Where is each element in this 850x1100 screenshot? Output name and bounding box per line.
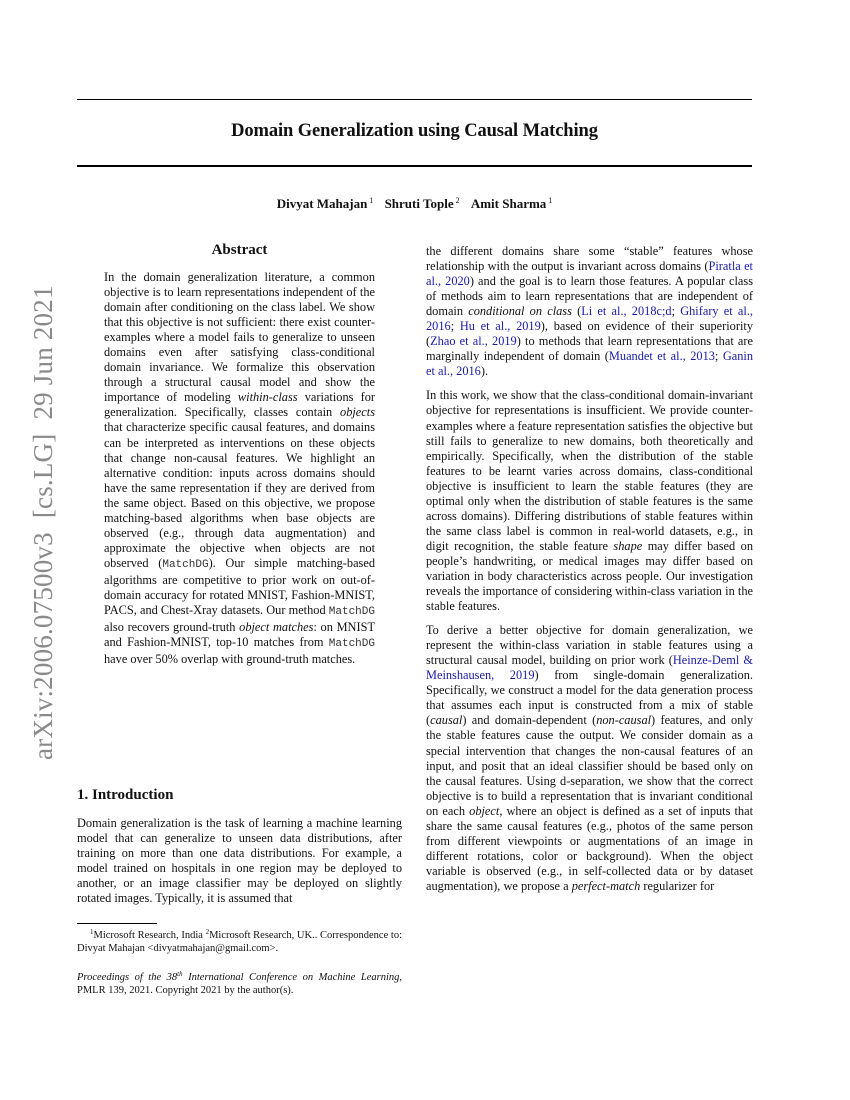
affiliation-mark: 2 xyxy=(455,196,460,205)
footnote-text: Microsoft Research, India xyxy=(93,930,206,941)
abstract-text: that characterize specific causal features, and domains can be interpreted as interventions on these objects that change non-causal features. We highlight an alternative condition: inputs across domains should have the same representation if they are derived from the same object. Based on this objective, we propose matching-based algorithms when base objects are observed (e.g., through data augmentation) and approximate the objective when objects are not observed ( xyxy=(104,420,375,570)
citation-link[interactable]: Hu et al., 2019 xyxy=(459,319,541,334)
author xyxy=(385,196,460,211)
text: ; xyxy=(714,349,723,364)
arxiv-id: arXiv:2006.07500v3 xyxy=(28,532,58,760)
proceedings-text: International Conference on Machine Learning xyxy=(182,972,400,983)
section-heading-introduction: 1. Introduction xyxy=(77,787,174,803)
text: ) and the goal is to learn those features. A popular class of methods aim to learn representations that are independent of domain xyxy=(426,274,754,319)
citation-link[interactable]: Muandet et al., 2013 xyxy=(608,349,715,364)
arxiv-category: [cs.LG] xyxy=(28,433,58,519)
affiliation-footnote xyxy=(77,926,402,955)
text: may differ based on people’s handwriting, or medical images may differ based on variation in body characteristics across people. Our investigation reveals the importance of considering within-class variation in the stable features. xyxy=(426,538,754,614)
citation-link[interactable]: Piratla et al., 2020 xyxy=(426,259,753,289)
author xyxy=(471,196,552,211)
citation-link[interactable]: Ganin et al., 2016 xyxy=(426,349,754,379)
proceedings-text: , PMLR 139, 2021. Copyright 2021 by the author(s). xyxy=(77,972,402,996)
abstract-emphasis: objects xyxy=(340,405,375,420)
footnote-mark: 1 xyxy=(90,928,94,936)
footnote-rule xyxy=(77,923,157,924)
text: ) and domain-dependent ( xyxy=(462,713,597,728)
emphasis: shape xyxy=(613,538,643,553)
citation-link[interactable]: Heinze-Deml & Meinshausen, 2019 xyxy=(426,653,753,683)
author-name: Shruti Tople xyxy=(384,196,454,211)
text: ) from single-domain generalization. Specifically, we construct a model for the data generation process that assumes each input is constructed from a mix of stable ( xyxy=(426,668,753,728)
paragraph: Domain generalization is the task of learning a machine learning model that can generalize to unseen data distributions, after training on more than one data distributions. For example, a model trained on hospitals in one region may be deployed to another, or an image classifier may be deployed on slightly rotated images. Typically, it is assumed that xyxy=(77,816,402,906)
emphasis: non-causal xyxy=(596,713,652,728)
author xyxy=(277,196,374,211)
citation-link[interactable]: Zhao et al., 2019 xyxy=(430,334,517,349)
method-name: MatchDG xyxy=(328,606,375,619)
right-column xyxy=(426,244,753,894)
method-name: MatchDG xyxy=(328,638,375,651)
abstract-heading: Abstract xyxy=(211,242,268,258)
emphasis: causal xyxy=(430,713,463,728)
text: In this work, we show that the class-conditional domain-invariant objective for representations is insufficient. We provide counter-examples where a feature representation satisfies the objective but still fails to generalize to new domains, both theoretically and empirically. Specifically, when the distribution of the stable features to be learnt varies across domains, class-conditional objective is insufficient to learn the stable features (they are optimal only when the distribution of stable features is the same across domains). Differing distributions of stable features within the same class label is common in real-world datasets, e.g., in digit recognition, the stable feature xyxy=(426,388,753,553)
text: the different domains share some “stable” features whose relationship with the output is invariant across domains ( xyxy=(426,244,753,274)
footnote-text: Microsoft Research, UK.. Correspondence to: Divyat Mahajan <divyatmahajan@gmail.com>. xyxy=(77,930,402,954)
abstract-body xyxy=(104,270,375,667)
paragraph xyxy=(426,388,753,614)
emphasis: object xyxy=(469,803,500,818)
abstract-emphasis: object matches xyxy=(239,620,314,635)
arxiv-stamp xyxy=(28,280,58,760)
emphasis: perfect-match xyxy=(571,878,641,893)
abstract-text: have over 50% overlap with ground-truth matches. xyxy=(104,652,356,667)
introduction-body xyxy=(77,816,402,906)
footnote-mark: 2 xyxy=(205,928,210,936)
paper-title: Domain Generalization using Causal Matching xyxy=(231,121,598,141)
text: regularizer for xyxy=(640,878,715,893)
text: ; xyxy=(450,319,460,334)
method-name: MatchDG xyxy=(162,558,209,571)
proceedings-notice xyxy=(77,968,402,997)
text: ( xyxy=(571,304,582,319)
text: To derive a better objective for domain generalization, we represent the within-class variation in stable features using a structural causal model, building on prior work ( xyxy=(426,623,753,668)
author-name: Divyat Mahajan xyxy=(276,196,368,211)
abstract-text: variations for generalization. Specifically, classes contain xyxy=(104,390,375,420)
abstract-emphasis: within-class xyxy=(237,390,298,405)
paragraph xyxy=(426,244,753,379)
title-top-rule xyxy=(77,99,752,100)
author-name: Amit Sharma xyxy=(470,196,547,211)
citation-link[interactable]: Ghifary et al., 2016 xyxy=(426,304,754,334)
arxiv-date: 29 Jun 2021 xyxy=(28,285,58,420)
abstract-text: ). Our simple matching-based algorithms are competitive to prior work on out-of-domain accuracy for rotated MNIST, Fashion-MNIST, PACS, and Chest-Xray datasets. Our method xyxy=(104,555,375,618)
author-list xyxy=(77,196,752,212)
affiliation-mark: 1 xyxy=(548,196,553,205)
emphasis: conditional on class xyxy=(468,304,572,319)
text: ). xyxy=(480,364,489,379)
text: ; xyxy=(671,304,681,319)
affiliation-mark: 1 xyxy=(369,196,374,205)
proceedings-text: Proceedings of the 38 xyxy=(77,972,178,983)
ordinal-suffix: th xyxy=(177,970,183,978)
abstract-text: : on MNIST and Fashion-MNIST, top-10 matches from xyxy=(104,620,375,650)
text: ) to methods that learn representations that are marginally independent of domain ( xyxy=(426,334,754,364)
paragraph xyxy=(426,623,753,894)
text: , where an object is defined as a set of inputs that share the same causal features (e.g., photos of the same person from different viewpoints or augmentations of an image in different rotations, color or background). When the object variable is observed (e.g., in self-collected data or by dataset augmentation), we propose a xyxy=(426,803,754,893)
title-bottom-rule xyxy=(77,165,752,167)
abstract-text: also recovers ground-truth xyxy=(104,620,240,635)
citation-link[interactable]: Li et al., 2018c;d xyxy=(581,304,672,319)
text: ), based on evidence of their superiority ( xyxy=(426,319,753,349)
abstract-text: In the domain generalization literature, a common objective is to learn representations independent of the domain after conditioning on the class label. We show that this objective is not sufficient: there exist counter-examples where a model fails to generalize to unseen domains even after satisfying class-conditional domain invariance. We formalize this observation through a structural causal model and show the importance of modeling xyxy=(104,270,375,405)
text: ) features, and only the stable features cause the output. We consider domain as a special intervention that changes the non-causal features of an input, and posit that an ideal classifier should be based only on the causal features. Using d-separation, we show that the correct objective is to build a representation that is invariant conditional on each xyxy=(426,713,753,818)
